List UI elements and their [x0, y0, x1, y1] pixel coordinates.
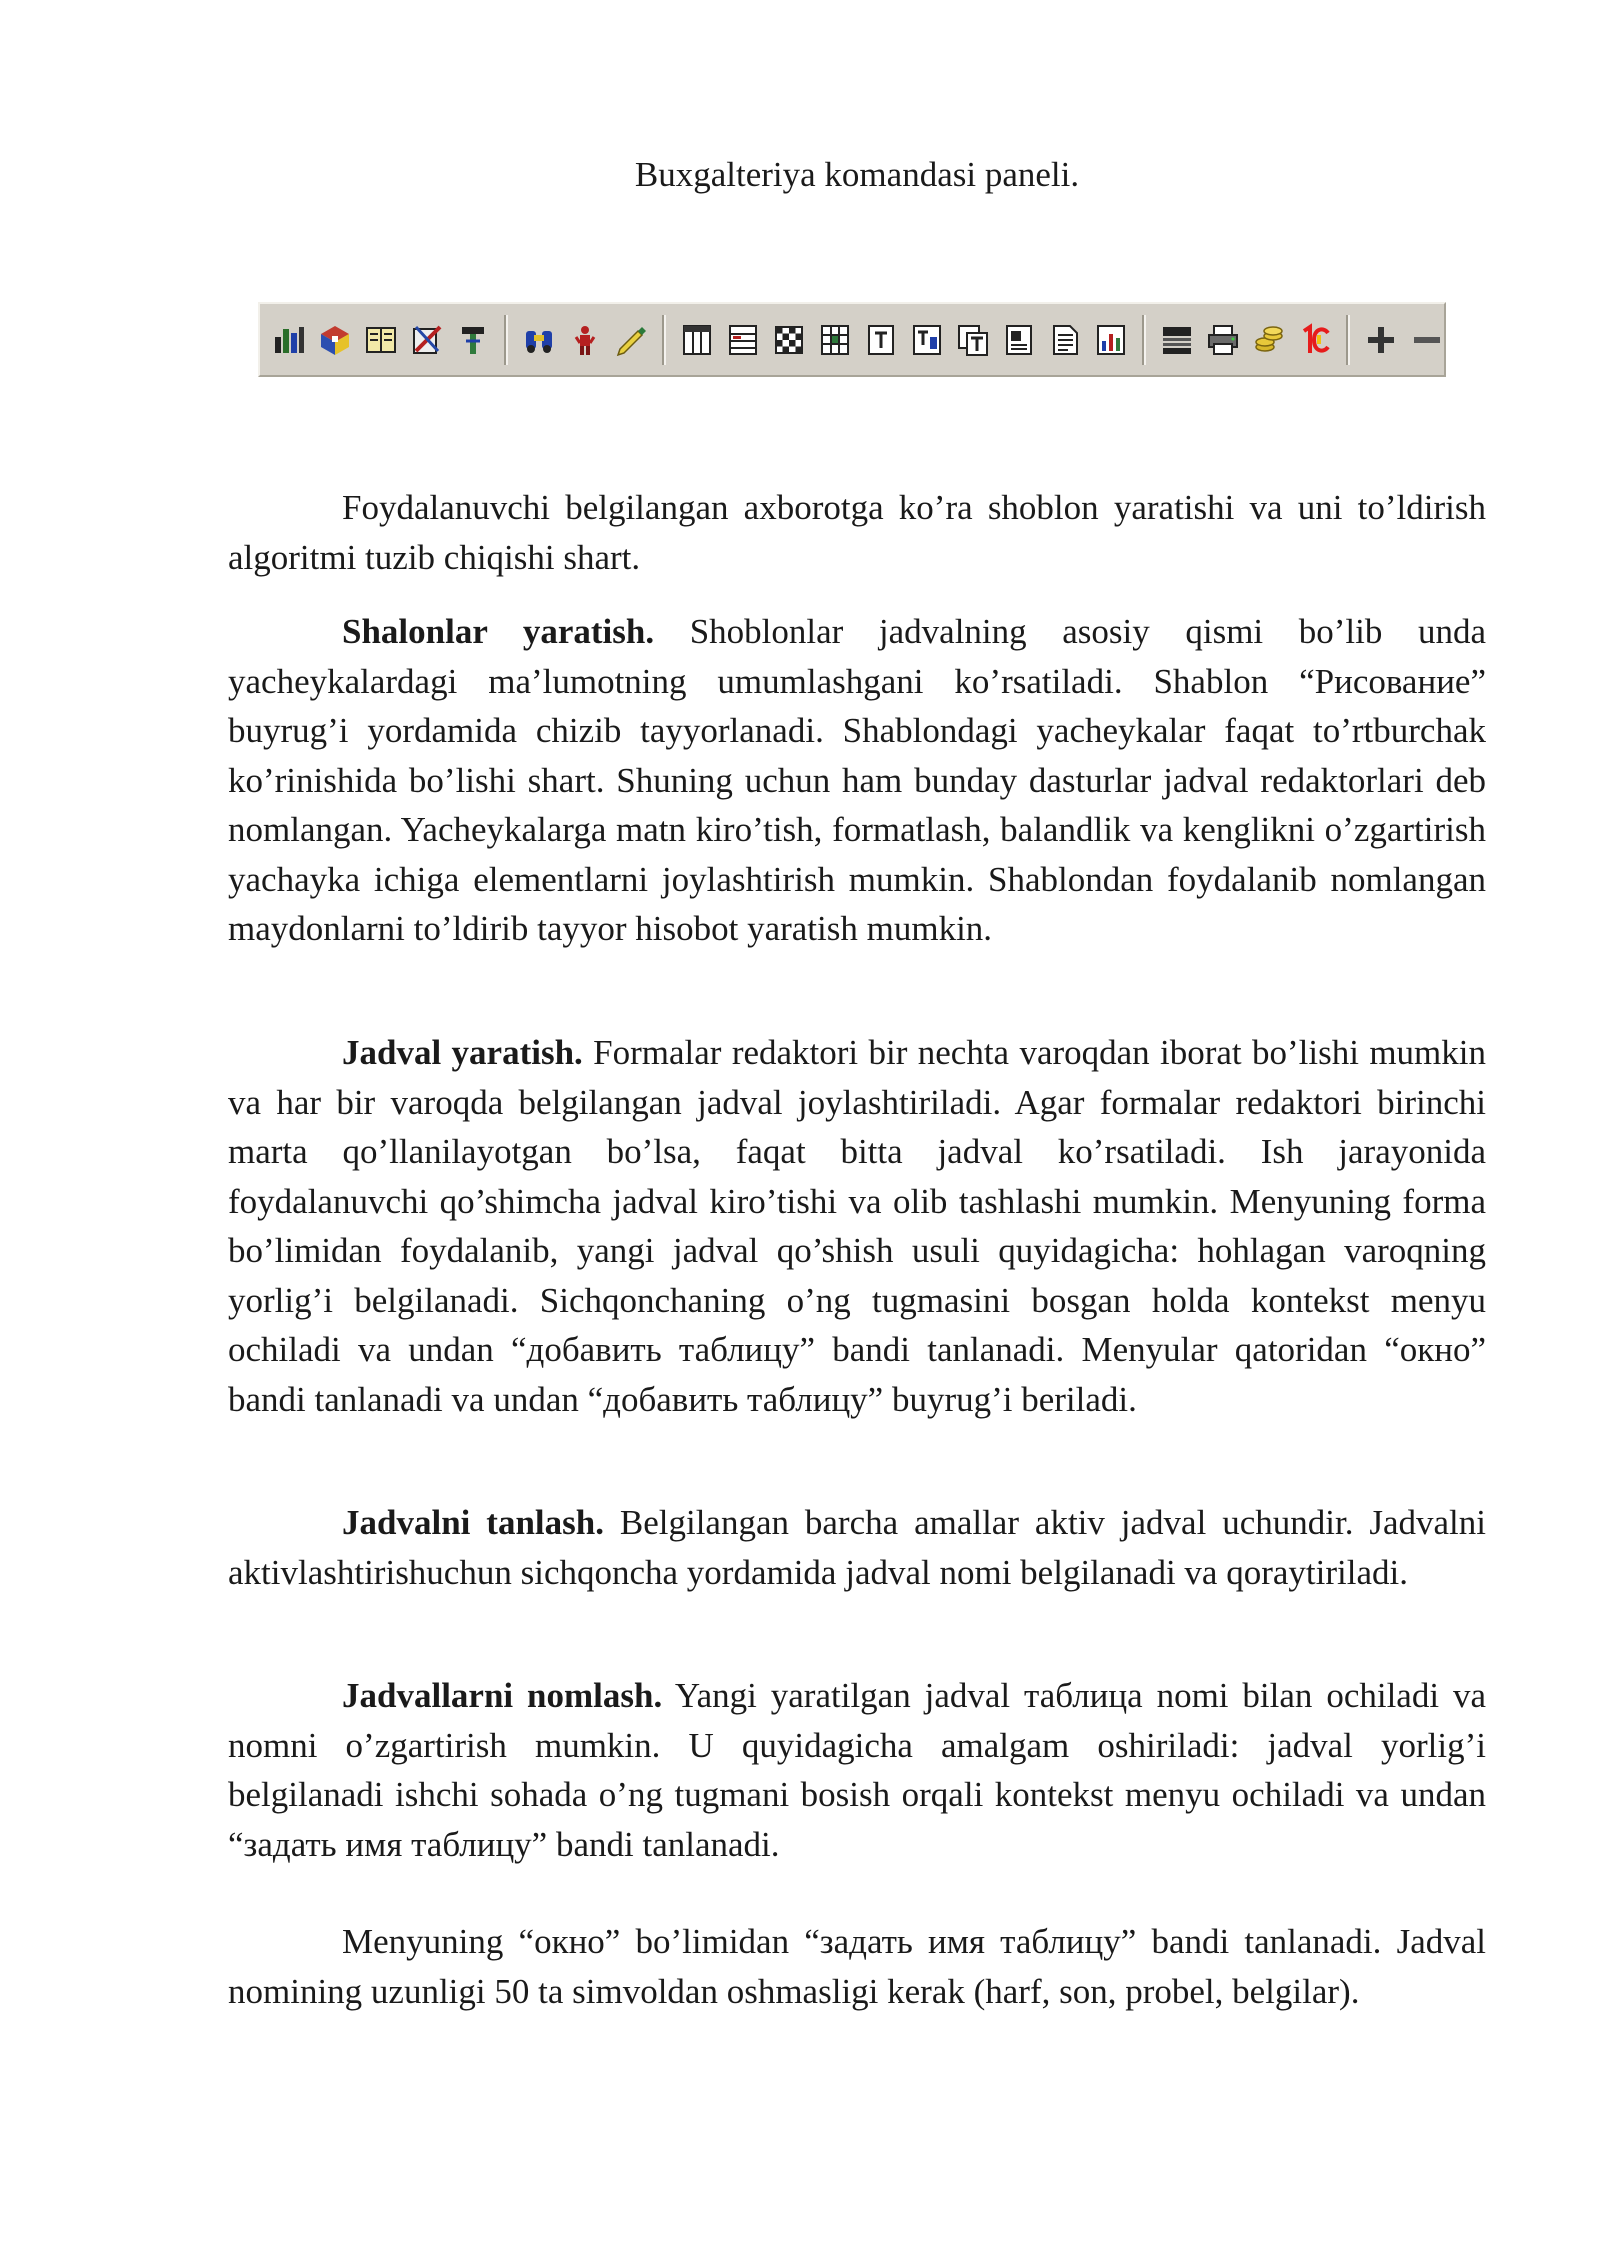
text-copy-button[interactable] — [951, 316, 995, 364]
plus-icon — [1364, 323, 1398, 357]
table-columns-icon — [680, 323, 714, 357]
toolbar-separator — [662, 315, 666, 365]
toolbar-group — [1154, 304, 1338, 375]
text-page-button[interactable] — [997, 316, 1041, 364]
binoculars-icon — [522, 323, 556, 357]
toolbar-separator — [504, 315, 508, 365]
pencil-button[interactable] — [609, 316, 653, 364]
accounting-toolbar — [258, 302, 1446, 377]
toolbar-group — [674, 304, 1134, 375]
text-frame-icon — [864, 323, 898, 357]
text-edit-button[interactable] — [905, 316, 949, 364]
paragraph-window-menu — [228, 1917, 1486, 2016]
table-grid-button[interactable] — [813, 316, 857, 364]
table-rows-button[interactable] — [721, 316, 765, 364]
table-grid-icon — [818, 323, 852, 357]
toolbar-group — [266, 304, 496, 375]
text-frame-button[interactable] — [859, 316, 903, 364]
coins-icon — [1252, 323, 1286, 357]
plus-button[interactable] — [1359, 316, 1403, 364]
toolbar-group — [516, 304, 654, 375]
text-edit-icon — [910, 323, 944, 357]
page-title: Buxgalteriya komandasi paneli. — [634, 155, 1080, 194]
1c-logo-button[interactable] — [1293, 316, 1337, 364]
book-button[interactable] — [359, 316, 403, 364]
person-icon — [568, 323, 602, 357]
report-chart-icon — [1094, 323, 1128, 357]
pencil-icon — [614, 323, 648, 357]
toolbar-separator — [1142, 315, 1146, 365]
checkerboard-icon — [772, 323, 806, 357]
minus-button[interactable] — [1405, 316, 1449, 364]
report-chart-button[interactable] — [1089, 316, 1133, 364]
paragraph-intro — [228, 483, 1486, 582]
paragraph-heading: Shalonlar yaratish. — [342, 612, 655, 651]
paragraph-heading: Jadval yaratish. — [342, 1033, 583, 1072]
paragraph-table-selection — [228, 1498, 1486, 1597]
tools-icon — [410, 323, 444, 357]
paragraph-text: Belgilangan barcha amallar aktiv jadval uchundir. Jadvalni aktivlashtirishuchun sichqoncha yordamida jadval nomi belgilanadi va qoraytiriladi. — [228, 1503, 1486, 1592]
document-button[interactable] — [1043, 316, 1087, 364]
bar-chart-button[interactable] — [267, 316, 311, 364]
hammer-icon — [456, 323, 490, 357]
paragraph-text: Menyuning “окно” bo’limidan “задать имя таблицу” bandi tanlanadi. Jadval nomining uzunligi 50 ta simvoldan oshmasligi kerak (harf, son, probel, belgilar). — [228, 1922, 1486, 2011]
paragraph-table-creation — [228, 1028, 1486, 1424]
tools-button[interactable] — [405, 316, 449, 364]
toolbar-separator — [1346, 315, 1350, 365]
toolbar-group — [1358, 304, 1450, 375]
printer-button[interactable] — [1201, 316, 1245, 364]
paragraph-text: Yangi yaratilgan jadval таблица nomi bilan ochiladi va nomni o’zgartirish mumkin. U quyidagicha amalgam oshiriladi: jadval yorlig’i belgilanadi ishchi sohada o’ng tugmani bosish orqali kontekst menyu ochiladi va undan “задать имя таблицу” bandi tanlanadi. — [228, 1676, 1487, 1864]
cube-icon — [318, 323, 352, 357]
table-rows-icon — [726, 323, 760, 357]
paragraph-text: Formalar redaktori bir nechta varoqdan iborat bo’lishi mumkin va har bir varoqda belgilangan jadval joylashtiriladi. Agar formalar redaktori birinchi marta qo’llanilayotgan bo’lsa, faqat bitta jadval ko’rsatiladi. Ish jarayonida foydalanuvchi qo’shimcha jadval kiro’tishi va olib tashlashi mumkin. Menyuning forma bo’limidan foydalanib, yangi jadval qo’shish usuli quyidagicha: hohlagan varoqning yorlig’i belgilanadi. Sichqonchaning o’ng tugmasini bosgan holda kontekst menyu ochiladi va undan “добавить таблицу” bandi tanlanadi. Menyular qatoridan “окно” bandi tanlanadi va undan “добавить таблицу” buyrug’i beriladi. — [228, 1033, 1486, 1419]
mat-calculator-icon — [1160, 323, 1194, 357]
binoculars-button[interactable] — [517, 316, 561, 364]
paragraph-templates — [228, 607, 1486, 954]
cube-button[interactable] — [313, 316, 357, 364]
book-icon — [364, 323, 398, 357]
paragraph-text: Shoblonlar jadvalning asosiy qismi bo’lib unda yacheykalardagi ma’lumotning umumlashgani ko’rsatiladi. Shablon “Рисование” buyrug’i yordamida chizib tayyorlanadi. Shablondagi yacheykalar faqat to’rtburchak ko’rinishida bo’lishi shart. Shuning uchun ham bunday dasturlar jadval redaktorlari deb nomlangan. Yacheykalarga matn kiro’tish, formatlash, balandlik va kenglikni o’zgartirish yachayka ichiga elementlarni joylashtirish mumkin. Shablondan foydalanib nomlangan maydonlarni to’ldirib tayyor hisobot yaratish mumkin. — [228, 612, 1487, 948]
document-icon — [1048, 323, 1082, 357]
paragraph-heading: Jadvallarni nomlash. — [342, 1676, 663, 1715]
bar-chart-icon — [272, 323, 306, 357]
text-copy-icon — [956, 323, 990, 357]
paragraph-table-naming — [228, 1671, 1486, 1869]
paragraph-text: Foydalanuvchi belgilangan axborotga ko’ra shoblon yaratishi va uni to’ldirish algoritmi tuzib chiqishi shart. — [228, 488, 1486, 577]
mat-calculator-button[interactable] — [1155, 316, 1199, 364]
1c-logo-icon — [1298, 323, 1332, 357]
coins-button[interactable] — [1247, 316, 1291, 364]
minus-icon — [1410, 323, 1444, 357]
table-columns-button[interactable] — [675, 316, 719, 364]
text-page-icon — [1002, 323, 1036, 357]
printer-icon — [1206, 323, 1240, 357]
person-button[interactable] — [563, 316, 607, 364]
checkerboard-button[interactable] — [767, 316, 811, 364]
paragraph-heading: Jadvalni tanlash. — [342, 1503, 604, 1542]
hammer-button[interactable] — [451, 316, 495, 364]
